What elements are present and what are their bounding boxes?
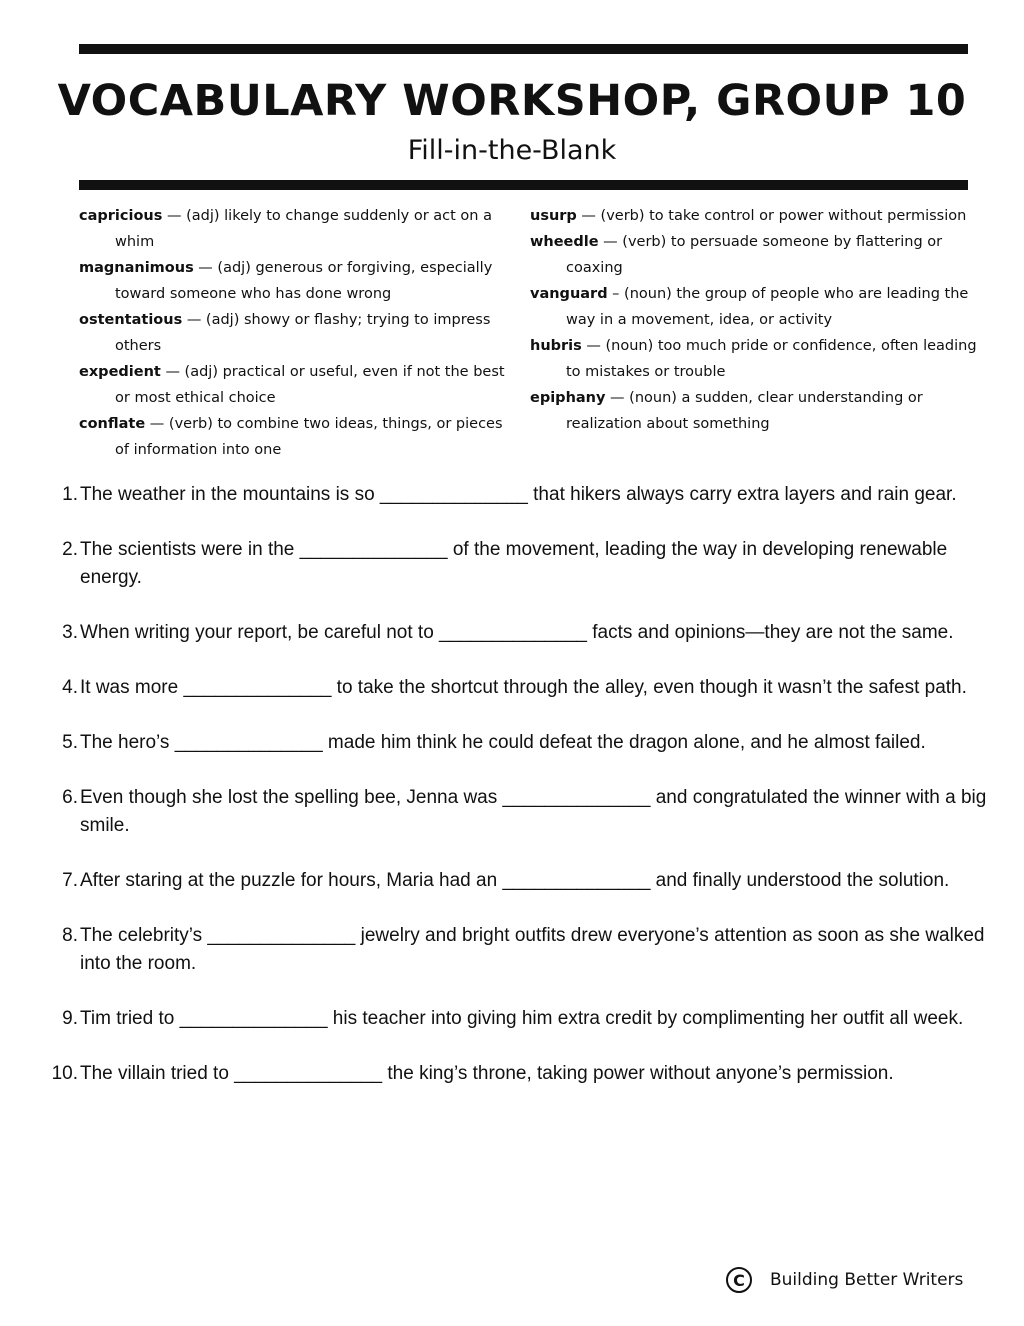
question-item [40,1005,1000,1033]
vocab-definition: — (verb) to combine two ideas, things, or pieces of information into one [115,416,503,458]
question-text: The weather in the mountains is so ______________ that hikers always carry extra layers and rain gear. [80,484,957,505]
vocab-entry-vanguard [530,281,985,333]
vocab-list-left [79,203,519,463]
question-text: The celebrity’s ______________ jewelry and bright outfits drew everyone’s attention as soon as she walked into the room. [80,925,985,974]
vocab-entry-ostentatious [79,307,519,359]
bottom-rule [79,180,968,190]
vocab-definition: — (noun) a sudden, clear understanding or realization about something [566,390,923,432]
vocab-list-right [530,203,985,437]
question-item [40,619,1000,647]
vocab-word: ostentatious [79,312,183,328]
question-item [40,536,1000,592]
vocab-entry-capricious [79,203,519,255]
question-item [40,922,1000,978]
question-number: 10. [51,1063,78,1084]
question-item [40,729,1000,757]
vocab-definition: — (adj) generous or forgiving, especially toward someone who has done wrong [115,260,493,302]
vocab-definition: — (verb) to take control or power without permission [576,208,967,224]
question-text: The scientists were in the ______________ of the movement, leading the way in developing renewable energy. [80,539,948,588]
question-text: The hero’s ______________ made him think he could defeat the dragon alone, and he almost failed. [80,732,926,753]
vocab-word: hubris [530,338,582,354]
footer-text: Building Better Writers [770,1270,964,1290]
copyright-icon: C [726,1267,752,1293]
vocab-entry-magnanimous [79,255,519,307]
vocab-definition: — (noun) too much pride or confidence, often leading to mistakes or trouble [566,338,977,380]
question-number: 9. [62,1008,78,1029]
vocab-word: epiphany [530,390,606,406]
vocab-word: magnanimous [79,260,194,276]
vocab-word: expedient [79,364,161,380]
vocab-definition: — (verb) to persuade someone by flattering or coaxing [566,234,943,276]
vocab-definition: — (adj) showy or flashy; trying to impress others [115,312,491,354]
question-item [40,784,1000,840]
question-list [40,481,1000,1115]
question-number: 1. [62,484,78,505]
question-text: When writing your report, be careful not to ______________ facts and opinions—they are not the same. [80,622,954,643]
vocab-entry-expedient [79,359,519,411]
vocab-definition: – (noun) the group of people who are leading the way in a movement, idea, or activity [566,286,969,328]
vocab-word: conflate [79,416,146,432]
vocab-entry-epiphany [530,385,985,437]
vocab-entry-hubris [530,333,985,385]
question-number: 7. [62,870,78,891]
vocab-entry-wheedle [530,229,985,281]
page-subtitle: Fill-in-the-Blank [407,135,617,166]
vocab-word: wheedle [530,234,599,250]
question-item [40,1060,1000,1088]
question-number: 2. [62,539,78,560]
question-item [40,481,1000,509]
question-number: 3. [62,622,78,643]
page-title: VOCABULARY WORKSHOP, GROUP 10 [57,76,967,126]
question-text: Tim tried to ______________ his teacher into giving him extra credit by complimenting her outfit all week. [80,1008,964,1029]
question-number: 6. [62,787,78,808]
question-number: 5. [62,732,78,753]
question-item [40,867,1000,895]
vocab-word: usurp [530,208,577,224]
question-text: The villain tried to ______________ the king’s throne, taking power without anyone’s permission. [80,1063,894,1084]
vocab-word: capricious [79,208,163,224]
question-number: 4. [62,677,78,698]
question-number: 8. [62,925,78,946]
vocab-entry-conflate [79,411,519,463]
vocab-entry-usurp [530,203,985,229]
footer-credit [726,1262,996,1298]
vocab-definition: — (adj) likely to change suddenly or act on a whim [115,208,492,250]
question-text: After staring at the puzzle for hours, Maria had an ______________ and finally understood the solution. [80,870,950,891]
question-text: It was more ______________ to take the shortcut through the alley, even though it wasn’t the safest path. [80,677,967,698]
question-item [40,674,1000,702]
vocab-word: vanguard [530,286,608,302]
top-rule [79,44,968,54]
question-text: Even though she lost the spelling bee, Jenna was ______________ and congratulated the winner with a big smile. [80,787,987,836]
vocab-definition: — (adj) practical or useful, even if not the best or most ethical choice [115,364,505,406]
